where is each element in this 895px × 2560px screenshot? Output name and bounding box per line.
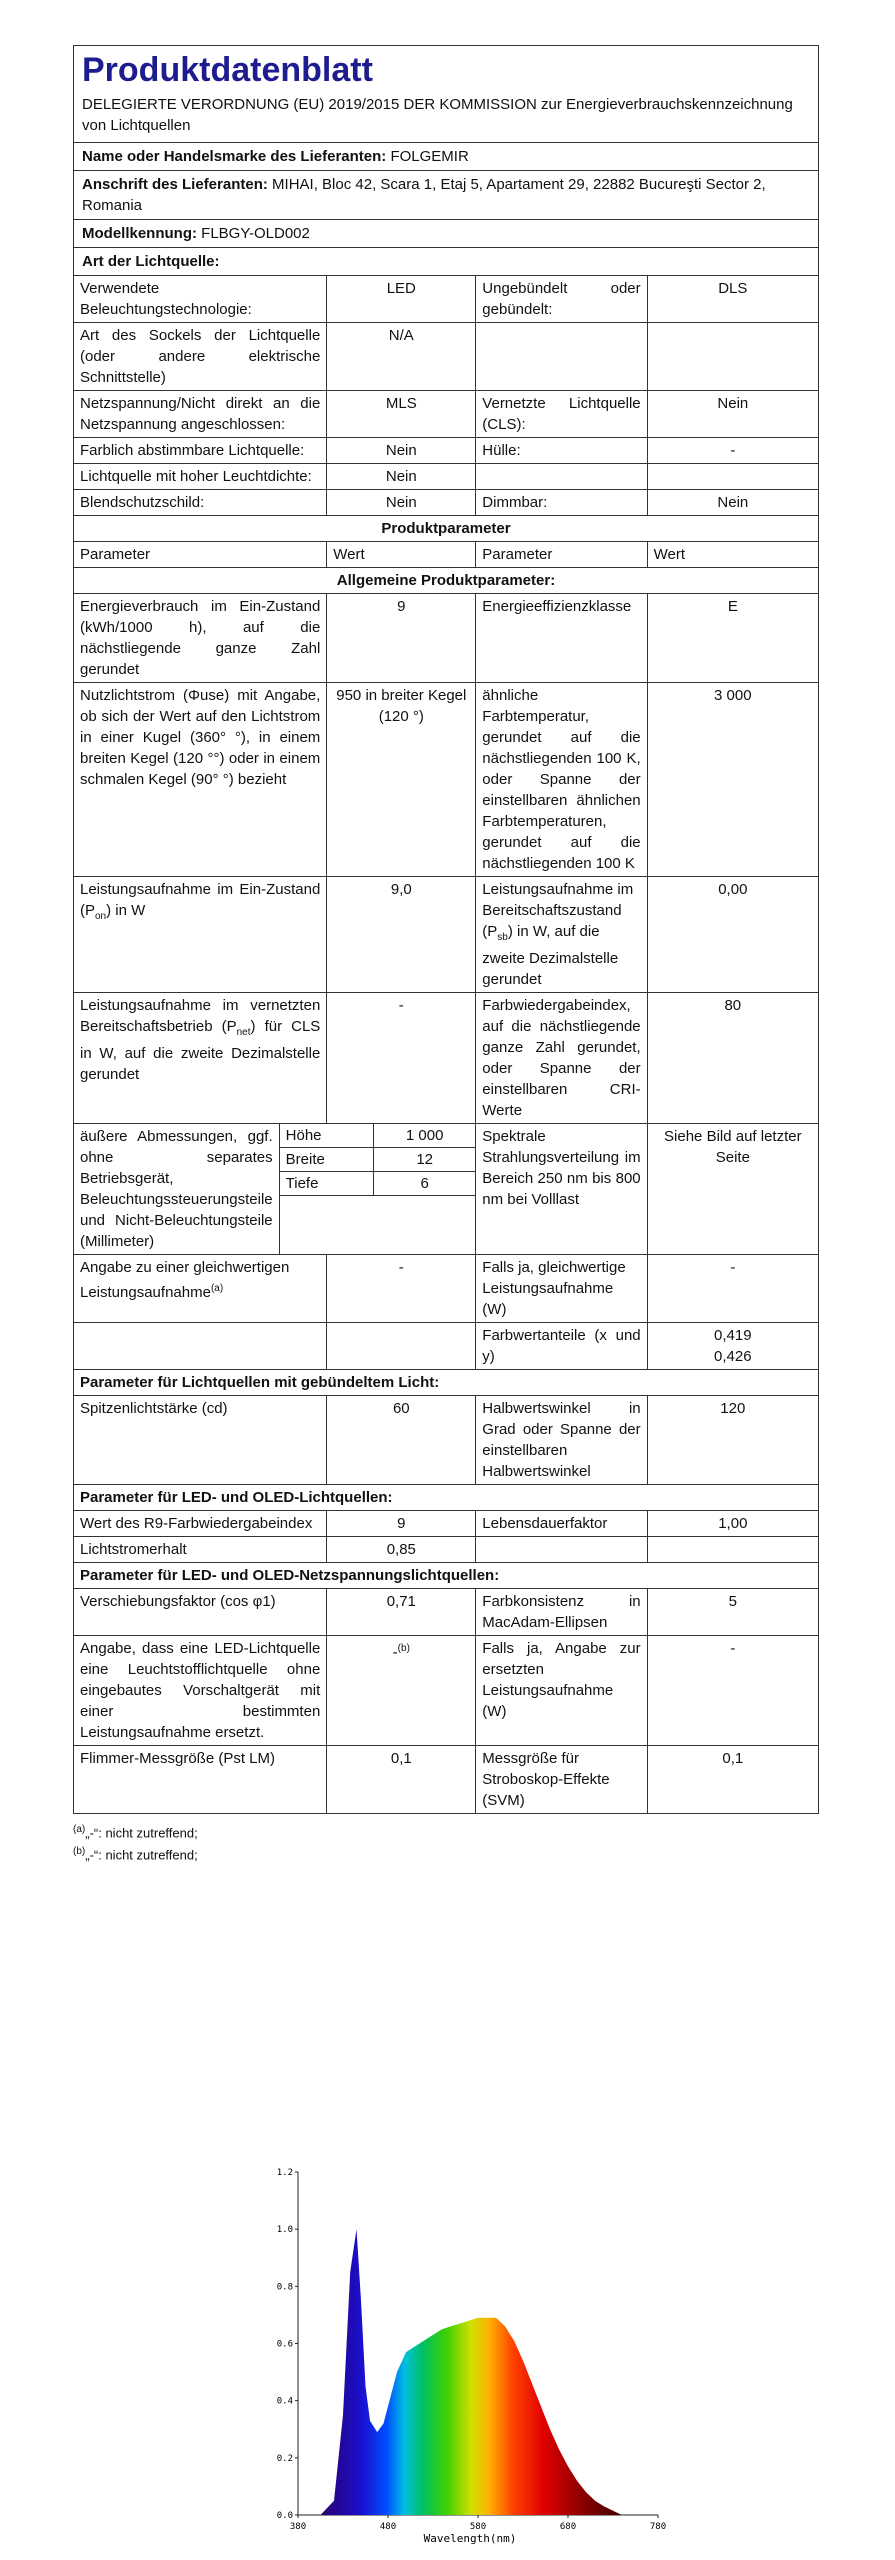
lightsource-v2-3: -	[647, 438, 818, 464]
lightsource-l2-2: Vernetzte Lichtquelle (CLS):	[476, 391, 647, 438]
beam-angle-label: Halbwertswinkel in Grad oder Spanne der einstellbaren Halbwertswinkel	[476, 1396, 647, 1485]
displacement-label: Verschiebungsfaktor (cos φ1)	[74, 1589, 327, 1636]
lightsource-l1-2: Netzspannung/Nicht direkt an die Netzspannung angeschlossen:	[74, 391, 327, 438]
supplier-name-label: Name oder Handelsmarke des Lieferanten:	[82, 148, 387, 165]
dimensions-cell	[74, 1124, 476, 1255]
table-row	[74, 464, 819, 490]
dimension-key: Höhe	[280, 1124, 374, 1148]
consistency-label: Farbkonsistenz in MacAdam-Ellipsen	[476, 1589, 647, 1636]
table-row	[74, 877, 819, 993]
svm-value: 0,1	[647, 1746, 818, 1814]
flux-value: 950 in breiter Kegel (120 °)	[327, 683, 476, 877]
model-row	[73, 220, 819, 248]
table-row	[74, 1511, 819, 1537]
displacement-value: 0,71	[327, 1589, 476, 1636]
lightsource-l2-5: Dimmbar:	[476, 490, 647, 516]
table-row	[74, 683, 819, 877]
col-value-1: Wert	[327, 542, 476, 568]
survival-label: Lebensdauerfaktor	[476, 1511, 647, 1537]
header	[73, 45, 819, 143]
maintenance-label: Lichtstromerhalt	[74, 1537, 327, 1563]
lightsource-v2-1	[647, 323, 818, 391]
lightsource-l1-1: Art des Sockels der Lichtquelle (oder andere elektrische Schnittstelle)	[74, 323, 327, 391]
spectrum-chart	[270, 2160, 670, 2550]
y-tick-label: 0.2	[276, 2453, 293, 2464]
y-tick-label: 0.4	[276, 2396, 293, 2407]
table-row	[74, 391, 819, 438]
params-table	[73, 276, 819, 1814]
lightsource-v2-4	[647, 464, 818, 490]
datasheet	[73, 45, 819, 1865]
peak-intensity-label: Spitzenlichtstärke (cd)	[74, 1396, 327, 1485]
spectrum-label: Spektrale Strahlungsverteilung im Bereich 250 nm bis 800 nm bei Volllast	[476, 1124, 647, 1255]
table-row	[74, 323, 819, 391]
y-tick-label: 1.2	[276, 2168, 293, 2178]
replacement-value: -$^{(b)}$	[327, 1636, 476, 1746]
equiv-power-value: -	[647, 1255, 818, 1323]
replaced-power-value: -	[647, 1636, 818, 1746]
table-row	[74, 490, 819, 516]
dimension-row	[280, 1124, 476, 1148]
dimension-row	[280, 1172, 476, 1196]
energy-label: Energieverbrauch im Ein-Zustand (kWh/1000 h), auf die nächstliegende ganze Zahl gerundet	[74, 594, 327, 683]
footnote-b: $^{(b)}$„-“: nicht zutreffend;	[73, 1846, 198, 1863]
table-row	[74, 1589, 819, 1636]
table-row	[74, 1746, 819, 1814]
x-tick-label: 680	[559, 2522, 577, 2532]
page-subtitle: DELEGIERTE VERORDNUNG (EU) 2019/2015 DER KOMMISSION zur Energieverbrauchskennzeichnung von Lichtquellen	[82, 96, 793, 134]
supplier-address-value: MIHAI, Bloc 42, Scara 1, Etaj 5, Apartament 29, 22882 Bucureşti Sector 2, Romania	[82, 176, 766, 214]
lightsource-section: Art der Lichtquelle:	[73, 248, 819, 276]
power-sb-value: 0,00	[647, 877, 818, 993]
table-row	[74, 1124, 819, 1255]
cri-label: Farbwiedergabeindex, auf die nächstliegende ganze Zahl gerundet, oder Spanne der einstellbaren CRI-Werte	[476, 993, 647, 1124]
y-tick-label: 0.0	[276, 2511, 293, 2521]
dimensions-list	[280, 1124, 476, 1196]
general-section: Allgemeine Produktparameter:	[74, 568, 819, 594]
col-param-2: Parameter	[476, 542, 647, 568]
directional-section: Parameter für Lichtquellen mit gebündeltem Licht:	[74, 1370, 819, 1396]
lightsource-v1-4: Nein	[327, 464, 476, 490]
power-on-label: Leistungsaufnahme im Ein-Zustand $(P_{on})$ in W	[74, 877, 327, 993]
svm-label: Messgröße für Stroboskop-Effekte (SVM)	[476, 1746, 647, 1814]
dimension-value: 1 000	[374, 1124, 476, 1148]
efficiency-value: E	[647, 594, 818, 683]
x-tick-label: 780	[649, 2522, 667, 2532]
lightsource-l1-4: Lichtquelle mit hoher Leuchtdichte:	[74, 464, 327, 490]
table-row	[74, 276, 819, 323]
lightsource-v1-2: MLS	[327, 391, 476, 438]
power-net-label: Leistungsaufnahme im vernetzten Bereitschaftsbetrieb $(P_{net})$ für CLS in W, auf die zweite Dezimalstelle gerundet	[74, 993, 327, 1124]
table-row	[74, 993, 819, 1124]
chromaticity-value: 0,419 0,426	[647, 1323, 818, 1370]
r9-label: Wert des R9-Farbwiedergabeindex	[74, 1511, 327, 1537]
equiv-label: Angabe zu einer gleichwertigen Leistungsaufnahme$^{(a)}$	[74, 1255, 327, 1323]
lightsource-l1-5: Blendschutzschild:	[74, 490, 327, 516]
replaced-power-label: Falls ja, Angabe zur ersetzten Leistungsaufnahme (W)	[476, 1636, 647, 1746]
spectrum-value: Siehe Bild auf letzter Seite	[647, 1124, 818, 1255]
chromaticity-label: Farbwertanteile (x und y)	[476, 1323, 647, 1370]
flicker-value: 0,1	[327, 1746, 476, 1814]
flicker-label: Flimmer-Messgröße (Pst LM)	[74, 1746, 327, 1814]
params-section: Produktparameter	[74, 516, 819, 542]
survival-value: 1,00	[647, 1511, 818, 1537]
lightsource-v2-2: Nein	[647, 391, 818, 438]
x-axis-label: Wavelength(nm)	[423, 2532, 517, 2545]
lightsource-v1-5: Nein	[327, 490, 476, 516]
y-tick-label: 0.6	[276, 2339, 293, 2350]
energy-value: 9	[327, 594, 476, 683]
lightsource-l1-0: Verwendete Beleuchtungstechnologie:	[74, 276, 327, 323]
table-row	[74, 594, 819, 683]
table-row	[74, 438, 819, 464]
page-title: Produktdatenblatt	[82, 51, 373, 89]
x-tick-label: 380	[289, 2522, 307, 2532]
lightsource-v1-0: LED	[327, 276, 476, 323]
led-mains-section: Parameter für LED- und OLED-Netzspannungslichtquellen:	[74, 1563, 819, 1589]
table-row	[74, 1636, 819, 1746]
lightsource-v2-5: Nein	[647, 490, 818, 516]
supplier-name-value: FOLGEMIR	[390, 148, 469, 165]
supplier-address-row	[73, 171, 819, 220]
efficiency-label: Energieeffizienzklasse	[476, 594, 647, 683]
cct-value: 3 000	[647, 683, 818, 877]
cri-value: 80	[647, 993, 818, 1124]
table-row	[74, 1323, 819, 1370]
table-row	[74, 1255, 819, 1323]
footnote-a: $^{(a)}$„-“: nicht zutreffend;	[73, 1824, 198, 1841]
peak-intensity-value: 60	[327, 1396, 476, 1485]
led-section: Parameter für LED- und OLED-Lichtquellen:	[74, 1485, 819, 1511]
equiv-value: -	[327, 1255, 476, 1323]
y-tick-label: 0.8	[276, 2282, 293, 2293]
equiv-power-label: Falls ja, gleichwertige Leistungsaufnahme (W)	[476, 1255, 647, 1323]
replacement-label: Angabe, dass eine LED-Lichtquelle eine Leuchtstofflichtquelle ohne eingebautes Vorschaltgerät mit einer bestimmten Leistungsaufnahme ersetzt.	[74, 1636, 327, 1746]
col-value-2: Wert	[647, 542, 818, 568]
table-row	[74, 1537, 819, 1563]
lightsource-l1-3: Farblich abstimmbare Lichtquelle:	[74, 438, 327, 464]
x-tick-label: 480	[379, 2522, 397, 2532]
lightsource-v1-3: Nein	[327, 438, 476, 464]
lightsource-l2-4	[476, 464, 647, 490]
x-tick-label: 580	[469, 2522, 487, 2532]
cct-label: ähnliche Farbtemperatur, gerundet auf die nächstliegenden 100 K, oder Spanne der einstellbaren ähnlichen Farbtemperaturen, gerundet auf die nächstliegenden 100 K	[476, 683, 647, 877]
model-value: FLBGY-OLD002	[201, 225, 310, 242]
lightsource-l2-0: Ungebündelt oder gebündelt:	[476, 276, 647, 323]
dimension-row	[280, 1148, 476, 1172]
dimension-key: Breite	[280, 1148, 374, 1172]
beam-angle-value: 120	[647, 1396, 818, 1485]
supplier-address-label: Anschrift des Lieferanten:	[82, 176, 268, 193]
spectrum-area	[321, 2229, 623, 2515]
col-param-1: Parameter	[74, 542, 327, 568]
dimension-value: 12	[374, 1148, 476, 1172]
lightsource-l2-1	[476, 323, 647, 391]
dimensions-label: äußere Abmessungen, ggf. ohne separates Betriebsgerät, Beleuchtungssteuerungsteile und Nicht-Beleuchtungsteile (Millimeter)	[74, 1124, 279, 1254]
r9-value: 9	[327, 1511, 476, 1537]
y-tick-label: 1.0	[276, 2225, 293, 2236]
flux-label: Nutzlichtstrom (Φuse) mit Angabe, ob sich der Wert auf den Lichtstrom in einer Kugel (360° °), in einem breiten Kegel (120 °°) oder in einem schmalen Kegel (90° °) bezieht	[74, 683, 327, 877]
lightsource-l2-3: Hülle:	[476, 438, 647, 464]
dimension-value: 6	[374, 1172, 476, 1196]
dimension-key: Tiefe	[280, 1172, 374, 1196]
maintenance-value: 0,85	[327, 1537, 476, 1563]
lightsource-v1-1: N/A	[327, 323, 476, 391]
model-label: Modellkennung:	[82, 225, 197, 242]
power-net-value: -	[327, 993, 476, 1124]
power-on-value: 9,0	[327, 877, 476, 993]
table-row	[74, 1396, 819, 1485]
lightsource-v2-0: DLS	[647, 276, 818, 323]
supplier-name-row	[73, 143, 819, 171]
consistency-value: 5	[647, 1589, 818, 1636]
power-sb-label: Leistungsaufnahme im Bereitschaftszustand $(P_{sb})$ in W, auf die zweite Dezimalstelle gerundet	[476, 877, 647, 993]
footnotes	[73, 1820, 819, 1865]
